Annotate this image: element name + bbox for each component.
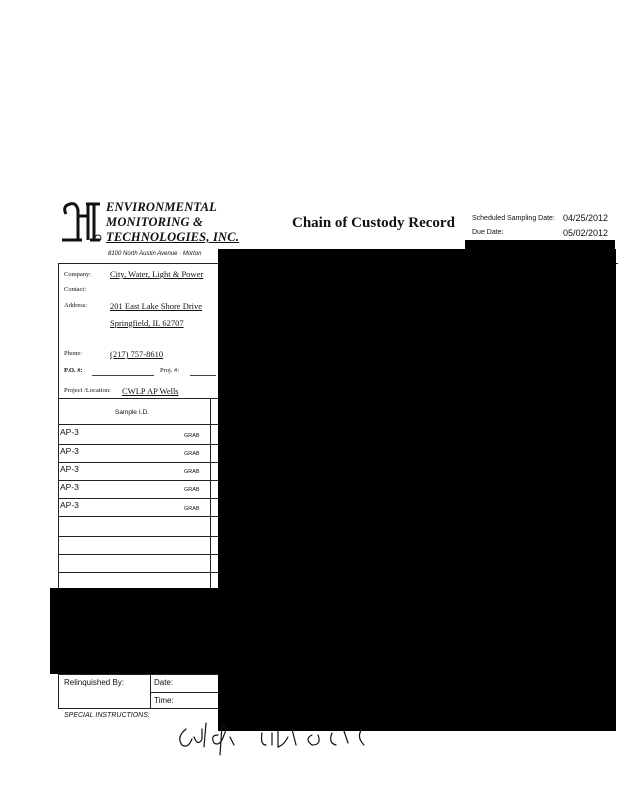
redaction-block-top	[465, 240, 615, 252]
page-title: Chain of Custody Record	[292, 215, 455, 231]
table-row-line	[58, 480, 218, 481]
sample-type-3: GRAB	[184, 469, 200, 475]
project-location-value: CWLP AP Wells	[122, 386, 179, 396]
company-name	[106, 200, 239, 245]
sample-id-4: AP-3	[60, 482, 79, 492]
redaction-block-lower-left	[50, 588, 220, 674]
table-row-line	[58, 536, 218, 537]
special-instructions-label: SPECIAL INSTRUCTIONS:	[64, 712, 150, 719]
footer-date-line	[150, 692, 218, 693]
sample-id-3: AP-3	[60, 464, 79, 474]
address-line2: Springfield, IL 62707	[110, 318, 184, 328]
table-row-line	[58, 554, 218, 555]
project-location-label: Project /Location:	[64, 387, 111, 394]
client-section-divider	[58, 398, 218, 399]
company-name-line1: ENVIRONMENTAL	[106, 200, 217, 214]
redaction-block-main	[218, 249, 616, 731]
sample-column-divider	[210, 398, 211, 588]
table-row-line	[58, 516, 218, 517]
sample-id-5: AP-3	[60, 500, 79, 510]
company-value: City, Water, Light & Power	[110, 269, 204, 279]
relinquished-label: Relinquished By:	[64, 678, 125, 687]
footer-column-divider	[150, 674, 151, 708]
address-label: Address:	[64, 302, 88, 309]
sample-id-1: AP-3	[60, 427, 79, 437]
proj-label: Proj. #:	[160, 367, 180, 374]
sample-type-4: GRAB	[184, 487, 200, 493]
footer-bottom-line	[58, 708, 218, 709]
sample-type-2: GRAB	[184, 451, 200, 457]
due-date-value: 05/02/2012	[563, 228, 609, 238]
footer-left-border	[58, 674, 59, 708]
sample-type-1: GRAB	[184, 433, 200, 439]
address-line1: 201 East Lake Shore Drive	[110, 301, 203, 311]
footer-top-line	[58, 674, 218, 675]
contact-label: Contact:	[64, 286, 87, 293]
company-label: Company:	[64, 271, 92, 278]
table-row-line	[58, 462, 218, 463]
time-label: Time:	[154, 696, 174, 705]
sample-header-divider	[58, 424, 218, 425]
company-name-line2: MONITORING &	[106, 215, 203, 229]
sample-id-header: Sample I.D.	[115, 409, 149, 416]
sample-type-5: GRAB	[184, 506, 200, 512]
po-blank-line	[92, 375, 154, 376]
phone-value: (217) 757-8610	[110, 349, 164, 359]
phone-label: Phone:	[64, 350, 83, 357]
due-date-label: Due Date:	[472, 229, 504, 236]
table-row-line	[58, 444, 218, 445]
scheduled-date-value: 04/25/2012	[563, 213, 609, 223]
proj-blank-line	[190, 375, 216, 376]
company-address-tagline: 8100 North Austin Avenue · Morton	[108, 251, 202, 257]
sample-id-2: AP-3	[60, 446, 79, 456]
date-label: Date:	[154, 678, 174, 687]
handwritten-signature	[172, 715, 392, 760]
table-row-line	[58, 498, 218, 499]
company-logo	[60, 196, 104, 246]
table-row-line	[58, 572, 218, 573]
scheduled-date-label: Scheduled Sampling Date:	[472, 215, 555, 222]
company-name-line3: TECHNOLOGIES, INC.	[106, 230, 240, 244]
po-label: P.O. #:	[64, 367, 83, 374]
